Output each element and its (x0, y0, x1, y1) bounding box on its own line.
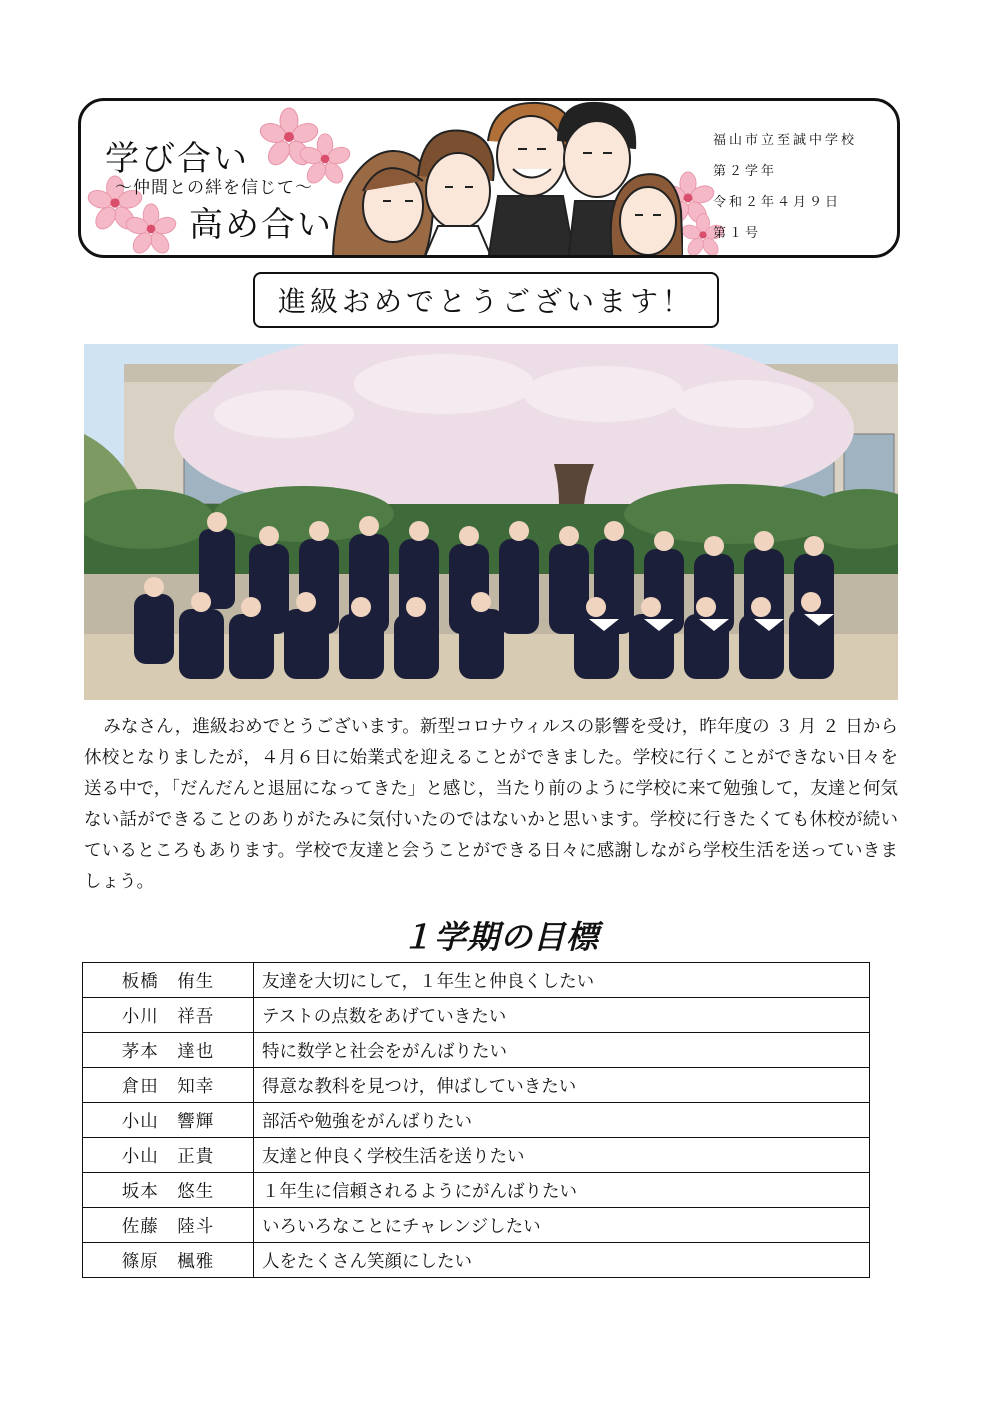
table-row (83, 1068, 870, 1103)
students-illustration (313, 101, 683, 258)
section-title: １学期の目標 (400, 918, 599, 956)
table-row (83, 1173, 870, 1208)
table-row (83, 998, 870, 1033)
student-name: 坂本 悠生 (83, 1173, 254, 1208)
grade-label: 第２学年 (713, 164, 778, 179)
issue-number: 第１号 (713, 226, 762, 241)
student-name: 佐藤 陸斗 (83, 1208, 254, 1243)
student-goal: 友達を大切にして，１年生と仲良くしたい (254, 963, 870, 998)
intro-paragraph: みなさん，進級おめでとうございます。新型コロナウィルスの影響を受け，昨年度の ３ 月 ２ 日から休校となりましたが，４月６日に始業式を迎えることができました。学校に行くことができない日々を送る中で，「だんだんと退屈になってきた」と感じ，当たり前のように学校に来て勉強して，友達と何気ない話ができることのありがたみに気付いたのではないかと思います。学校に行きたくても休校が続いているところもあります。学校で友達と会うことができる日々に感謝しながら学校生活を送っていきましょう。 (84, 717, 898, 892)
student-goal: 友達と仲良く学校生活を送りたい (254, 1138, 870, 1173)
student-goal: 部活や勉強をがんばりたい (254, 1103, 870, 1138)
class-photo (84, 344, 898, 700)
headline-box: 進級おめでとうございます！ (253, 272, 719, 328)
student-name: 茅本 達也 (83, 1033, 254, 1068)
student-goal: テストの点数をあげていきたい (254, 998, 870, 1033)
student-goal: 特に数学と社会をがんばりたい (254, 1033, 870, 1068)
table-row (83, 1138, 870, 1173)
student-goal: 得意な教科を見つけ，伸ばしていきたい (254, 1068, 870, 1103)
school-name: 福山市立至誠中学校 (713, 133, 858, 148)
issue-date: 令和２年４月９日 (713, 195, 842, 210)
student-goal: いろいろなことにチャレンジしたい (254, 1208, 870, 1243)
student-goal: 人をたくさん笑顔にしたい (254, 1243, 870, 1278)
class-photo-scene (84, 344, 898, 700)
newsletter-meta (713, 125, 857, 249)
table-row (83, 1208, 870, 1243)
student-name: 倉田 知幸 (83, 1068, 254, 1103)
newsletter-header (78, 98, 900, 258)
newsletter-subtitle: ～仲間との絆を信じて～ (115, 178, 313, 198)
table-row (83, 1033, 870, 1068)
newsletter-title-line2: 高め合い (189, 205, 333, 245)
student-name: 板橋 侑生 (83, 963, 254, 998)
student-name: 小山 響輝 (83, 1103, 254, 1138)
goals-table (82, 962, 870, 1278)
student-goal: １年生に信頼されるようにがんばりたい (254, 1173, 870, 1208)
table-row (83, 963, 870, 998)
table-row (83, 1103, 870, 1138)
newsletter-title-line1: 学び合い (105, 139, 249, 179)
student-name: 小山 正貴 (83, 1138, 254, 1173)
student-name: 篠原 楓雅 (83, 1243, 254, 1278)
cherry-blossom-icon (125, 203, 177, 255)
table-row (83, 1243, 870, 1278)
student-name: 小川 祥吾 (83, 998, 254, 1033)
